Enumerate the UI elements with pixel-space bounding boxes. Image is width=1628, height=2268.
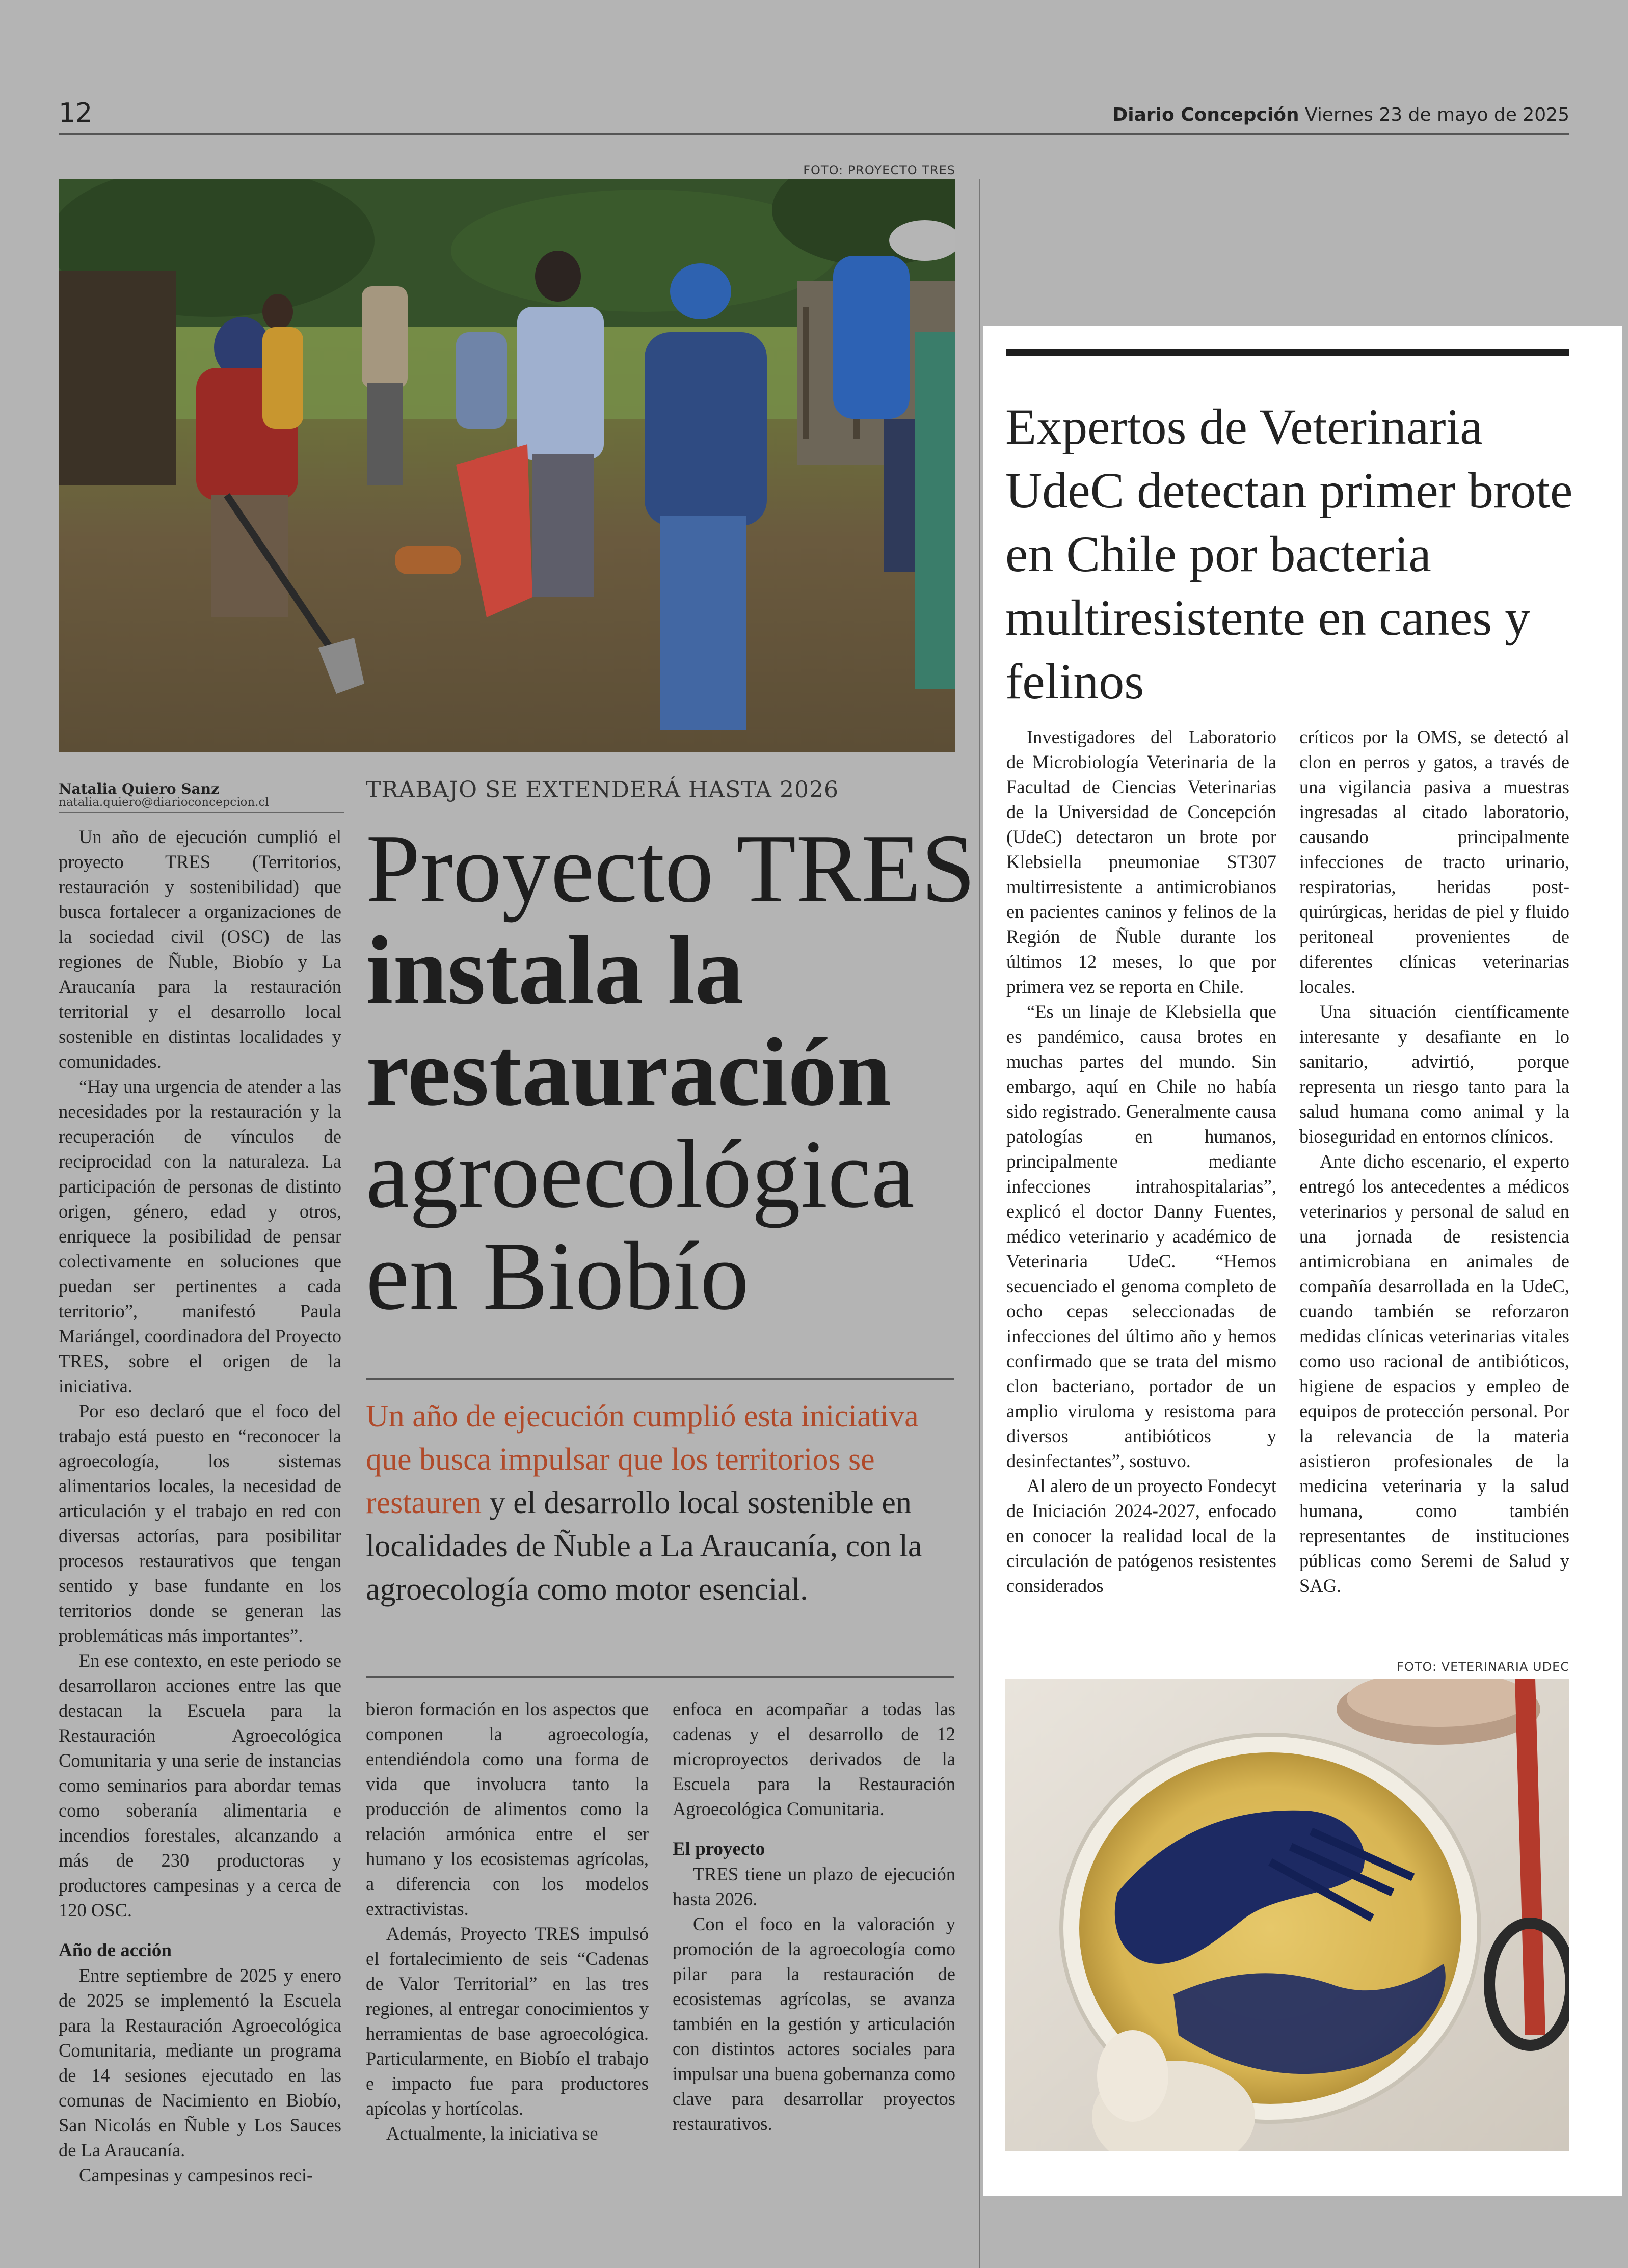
headline-line-4: agroecológica [366, 1120, 915, 1228]
paragraph: Entre septiembre de 2025 y enero de 2025 se implementó la Escuela para la Restauración Agroecológica Comunitaria, mediante un programa de 14 sesiones ejecutado en las comunas de Nacimiento en Biobío, San Nicolás en Ñuble y Los Sauces de La Araucanía. [59, 1965, 341, 2161]
kicker: TRABAJO SE EXTENDERÁ HASTA 2026 [366, 777, 839, 803]
main-body-column-1 [59, 824, 341, 2185]
paragraph: Ante dicho escenario, el experto entregó los antecedentes a médicos veterinarios y personal de salud en una jornada de resistencia antimicrobiana en animales de compañía desarrollada en la UdeC, cuando también se reforzaron medidas clínicas veterinarias vitales como uso racional de antibióticos, higiene de espacios y empleo de equipos de protección personal. Por la relevancia de la materia asistieron profesionales de la medicina veterinaria y la salud humana, como también representantes de instituciones públicas como Seremi de Salud y SAG. [1299, 1151, 1569, 1596]
column-divider [979, 179, 980, 2268]
paragraph: Por eso declaró que el foco del trabajo está puesto en “reconocer la agroecología, los sistemas alimentarios locales, la necesidad de articulación y el trabajo en red con diversas actorías, para posibilitar procesos restaurativos que tengan sentido y base fundante en los territorios donde se generan las problemáticas más importantes”. [59, 1400, 341, 1646]
main-headline [366, 814, 977, 1330]
newspaper-name: Diario Concepción [1112, 104, 1299, 125]
paragraph: Investigadores del Laboratorio de Microbiología Veterinaria de la Facultad de Ciencias Veterinarias de la Universidad de Concepción (UdeC) detectaron un brote por Klebsiella pneumoniae ST307 multirresistente a antimicrobianos en pacientes caninos y felinos de la Región de Ñuble durante los últimos 12 meses, lo que por primera vez se reporta en Chile. [1006, 726, 1276, 997]
paragraph: Campesinas y campesinos reci- [79, 2165, 313, 2185]
photo-credit-main: FOTO: PROYECTO TRES [803, 163, 955, 177]
side-article-title: Expertos de Veterinaria UdeC detectan primer brote en Chile por bacteria multiresistente en canes y felinos [1005, 398, 1573, 710]
page-number: 12 [59, 98, 93, 128]
paragraph: Actualmente, la iniciativa se [386, 2123, 598, 2144]
headline-line-1: Proyecto TRES [366, 814, 976, 923]
headline-line-2: instala la [366, 916, 744, 1024]
deck-rule-top [366, 1378, 954, 1380]
side-body-column-1 [1006, 724, 1276, 1598]
paragraph: “Hay una urgencia de atender a las necesidades por la restauración y la recuperación de vínculos de reciprocidad con la naturaleza. La participación de personas de distinto origen, género, edad y otros, enriquece la posibilidad de pensar colectivamente en soluciones que puedan ser pertinentes a cada territorio”, manifestó Paula Mariángel, coordinadora del Proyecto TRES, sobre el origen de la iniciativa. [59, 1076, 341, 1396]
main-photo [59, 179, 955, 752]
paragraph: En ese contexto, en este periodo se desarrollaron acciones entre las que destacan la Escuela para la Restauración Agroecológica Comunitaria y una serie de instancias como seminarios para abordar temas como soberanía alimentaria e incendios forestales, alcanzando a más de 230 productoras y productores campesinas y a cerca de 120 OSC. [59, 1650, 341, 1921]
issue-date: Viernes 23 de mayo de 2025 [1305, 104, 1569, 125]
deck-highlight: Un año de ejecución cumplió esta iniciativa que busca impulsar que los territorios se restauren [366, 1399, 919, 1520]
paragraph: Un año de ejecución cumplió el proyecto TRES (Territorios, restauración y sostenibilidad) que busca fortalecer a organizaciones de la sociedad civil (OSC) de las regiones de Ñuble, Biobío y La Araucanía para la restauración territorial y el desarrollo local sostenible en distintas localidades y comunidades. [59, 826, 341, 1072]
author-email: natalia.quiero@diarioconcepcion.cl [59, 796, 269, 809]
byline-rule [59, 812, 344, 813]
header-rule [59, 133, 1569, 135]
main-body-column-2 [366, 1696, 649, 2206]
paragraph: TRES tiene un plazo de ejecución hasta 2026. [673, 1864, 955, 1909]
headline-line-3: restauración [366, 1018, 891, 1126]
side-article-rule [1006, 349, 1569, 356]
paragraph: bieron formación en los aspectos que componen la agroecología, entendiéndola como una forma de vida que involucra tanto la producción de alimentos como la relación armónica entre el ser humano y los ecosistemas agrícolas, a diferencia con los modelos extractivistas. [366, 1698, 649, 1919]
deck-rest: y el desarrollo local sostenible en localidades de Ñuble a La Araucanía, con la agroecología como motor esencial. [366, 1486, 922, 1607]
paragraph: Con el foco en la valoración y promoción de la agroecología como pilar para la restauración de ecosistemas agrícolas, se avanza también en la gestión y articulación con distintos actores sociales para impulsar una buena gobernanza como clave para desarrollar proyectos restaurativos. [673, 1913, 955, 2134]
side-body-column-2 [1299, 724, 1569, 1598]
photo-credit-side: FOTO: VETERINARIA UDEC [1397, 1660, 1569, 1674]
headline-line-5: en Biobío [366, 1222, 749, 1330]
main-body-column-3 [673, 1696, 955, 2206]
masthead [1112, 104, 1569, 125]
subheading: Año de acción [59, 1940, 172, 1961]
petri-dish-photo [1005, 1679, 1569, 2151]
paragraph: Además, Proyecto TRES impulsó el fortalecimiento de seis “Cadenas de Valor Territorial” en las tres regiones, al entregar conocimientos y herramientas de base agroecológica. Particularmente, en Biobío el trabajo e impacto fue para productores apícolas y hortícolas. [366, 1923, 649, 2119]
paragraph: críticos por la OMS, se detectó al clon en perros y gatos, a través de una vigilancia pasiva a muestras ingresadas al citado laboratorio, causando principalmente infecciones de tracto urinario, respiratorias, heridas post-quirúrgicas, heridas de piel y fluido peritoneal provenientes de diferentes clínicas veterinarias locales. [1299, 726, 1569, 997]
deck [366, 1395, 957, 1611]
paragraph: Una situación científicamente interesante y desafiante en lo sanitario, advirtió, porque representa un riesgo tanto para la salud humana como animal y la bioseguridad en entornos clínicos. [1299, 1001, 1569, 1147]
author-name: Natalia Quiero Sanz [59, 780, 219, 797]
paragraph: Al alero de un proyecto Fondecyt de Iniciación 2024-2027, enfocado en conocer la realidad local de la circulación de patógenos resistentes considerados [1006, 1475, 1276, 1596]
subheading: El proyecto [673, 1839, 765, 1859]
paragraph: “Es un linaje de Klebsiella que es pandémico, causa brotes en muchas partes del mundo. Sin embargo, aquí en Chile no había sido registrado. Generalmente causa patologías en humanos, principalmente mediante infecciones intrahospitalarias”, explicó el doctor Danny Fuentes, médico veterinario y académico de Veterinaria UdeC. “Hemos secuenciado el genoma completo de ocho cepas seleccionadas de infecciones del último año y hemos confirmado que se trata del mismo clon bacteriano, portador de un amplio viruloma y resistoma para diversos antibióticos y desinfectantes”, sostuvo. [1006, 1001, 1276, 1471]
paragraph: enfoca en acompañar a todas las cadenas y el desarrollo de 12 microproyectos derivados de la Escuela para la Restauración Agroecológica Comunitaria. [673, 1698, 955, 1819]
deck-rule-bottom [366, 1676, 954, 1678]
